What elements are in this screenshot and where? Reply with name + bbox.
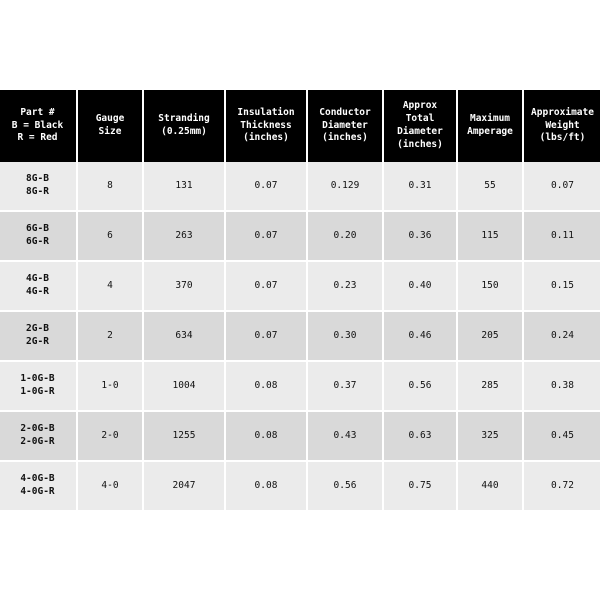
cell-part-number bbox=[0, 461, 77, 510]
part-number-red: 8G-R bbox=[26, 186, 49, 197]
part-number-red: 2G-R bbox=[26, 336, 49, 347]
header-line: Maximum bbox=[469, 113, 511, 125]
cell-approximate-weight: 0.11 bbox=[523, 211, 600, 261]
table-header bbox=[0, 90, 600, 162]
cell-approximate-weight: 0.24 bbox=[523, 311, 600, 361]
cell-approximate-weight: 0.72 bbox=[523, 461, 600, 510]
part-number-red: 6G-R bbox=[26, 236, 49, 247]
table-body bbox=[0, 162, 600, 510]
column-header-conductor-diameter bbox=[307, 90, 383, 162]
cell-stranding: 1004 bbox=[143, 361, 225, 411]
header-line: Part # bbox=[20, 106, 55, 118]
header-line: Approximate bbox=[531, 106, 594, 118]
cell-part-number bbox=[0, 261, 77, 311]
header-line: Stranding bbox=[158, 113, 210, 125]
cell-gauge-size: 2-0 bbox=[77, 411, 143, 461]
header-line: Weight bbox=[545, 119, 580, 131]
part-number-red: 4G-R bbox=[26, 286, 49, 297]
cell-approx-total-diameter: 0.75 bbox=[383, 461, 457, 510]
cell-part-number bbox=[0, 311, 77, 361]
table-row bbox=[0, 261, 600, 311]
cell-part-number bbox=[0, 411, 77, 461]
cell-approx-total-diameter: 0.46 bbox=[383, 311, 457, 361]
cell-approximate-weight: 0.38 bbox=[523, 361, 600, 411]
cell-conductor-diameter: 0.23 bbox=[307, 261, 383, 311]
cell-maximum-amperage: 150 bbox=[457, 261, 523, 311]
cell-part-number bbox=[0, 162, 77, 211]
column-header-approx-total-diameter bbox=[383, 90, 457, 162]
header-line: Size bbox=[98, 126, 122, 137]
cell-insulation-thickness: 0.07 bbox=[225, 162, 307, 211]
header-line: Amperage bbox=[467, 126, 513, 137]
column-header-maximum-amperage bbox=[457, 90, 523, 162]
part-number-black: 4-0G-B bbox=[20, 473, 55, 485]
cell-approximate-weight: 0.07 bbox=[523, 162, 600, 211]
part-number-black: 1-0G-B bbox=[20, 373, 55, 385]
cell-approximate-weight: 0.45 bbox=[523, 411, 600, 461]
cell-maximum-amperage: 115 bbox=[457, 211, 523, 261]
header-row bbox=[0, 90, 600, 162]
cell-approx-total-diameter: 0.31 bbox=[383, 162, 457, 211]
header-line: (inches) bbox=[397, 138, 443, 150]
cell-gauge-size: 4-0 bbox=[77, 461, 143, 510]
cell-insulation-thickness: 0.07 bbox=[225, 261, 307, 311]
cell-conductor-diameter: 0.56 bbox=[307, 461, 383, 510]
cell-part-number bbox=[0, 361, 77, 411]
part-number-black: 4G-B bbox=[26, 273, 49, 285]
cell-stranding: 370 bbox=[143, 261, 225, 311]
header-line: R = Red bbox=[17, 132, 58, 144]
cell-part-number bbox=[0, 211, 77, 261]
part-number-red: 4-0G-R bbox=[20, 486, 55, 497]
header-line: Gauge bbox=[95, 113, 125, 125]
header-line: Thickness bbox=[240, 119, 292, 131]
cell-stranding: 263 bbox=[143, 211, 225, 261]
column-header-gauge-size bbox=[77, 90, 143, 162]
cell-maximum-amperage: 440 bbox=[457, 461, 523, 510]
cell-conductor-diameter: 0.129 bbox=[307, 162, 383, 211]
table-row bbox=[0, 361, 600, 411]
header-line: Diameter bbox=[322, 119, 368, 131]
column-header-part-number bbox=[0, 90, 77, 162]
cell-gauge-size: 8 bbox=[77, 162, 143, 211]
part-number-red: 1-0G-R bbox=[20, 386, 55, 397]
cell-gauge-size: 4 bbox=[77, 261, 143, 311]
header-line: Diameter bbox=[397, 126, 443, 137]
cell-maximum-amperage: 285 bbox=[457, 361, 523, 411]
cell-approximate-weight: 0.15 bbox=[523, 261, 600, 311]
cell-insulation-thickness: 0.07 bbox=[225, 211, 307, 261]
table-row bbox=[0, 311, 600, 361]
cell-gauge-size: 2 bbox=[77, 311, 143, 361]
part-number-red: 2-0G-R bbox=[20, 436, 55, 447]
header-line: B = Black bbox=[11, 119, 64, 131]
cell-stranding: 1255 bbox=[143, 411, 225, 461]
part-number-black: 2-0G-B bbox=[20, 423, 55, 435]
cell-insulation-thickness: 0.08 bbox=[225, 461, 307, 510]
cell-stranding: 634 bbox=[143, 311, 225, 361]
header-line: Insulation bbox=[237, 106, 295, 118]
cell-gauge-size: 1-0 bbox=[77, 361, 143, 411]
cell-approx-total-diameter: 0.56 bbox=[383, 361, 457, 411]
table-row bbox=[0, 211, 600, 261]
header-line: Total bbox=[405, 113, 435, 125]
cell-approx-total-diameter: 0.36 bbox=[383, 211, 457, 261]
header-line: (lbs/ft) bbox=[539, 132, 586, 144]
part-number-black: 2G-B bbox=[26, 323, 49, 335]
table-row bbox=[0, 162, 600, 211]
header-line: Conductor bbox=[319, 106, 371, 118]
header-line: Approx bbox=[402, 100, 438, 112]
cell-maximum-amperage: 325 bbox=[457, 411, 523, 461]
cell-conductor-diameter: 0.43 bbox=[307, 411, 383, 461]
cell-approx-total-diameter: 0.63 bbox=[383, 411, 457, 461]
cell-maximum-amperage: 205 bbox=[457, 311, 523, 361]
column-header-insulation-thickness bbox=[225, 90, 307, 162]
wire-specification-table bbox=[0, 90, 600, 510]
part-number-black: 6G-B bbox=[26, 223, 49, 235]
part-number-black: 8G-B bbox=[26, 173, 49, 185]
cell-approx-total-diameter: 0.40 bbox=[383, 261, 457, 311]
table-row bbox=[0, 461, 600, 510]
cell-insulation-thickness: 0.07 bbox=[225, 311, 307, 361]
cell-insulation-thickness: 0.08 bbox=[225, 411, 307, 461]
cell-conductor-diameter: 0.20 bbox=[307, 211, 383, 261]
table-row bbox=[0, 411, 600, 461]
header-line: (inches) bbox=[243, 132, 289, 144]
cell-insulation-thickness: 0.08 bbox=[225, 361, 307, 411]
column-header-approximate-weight bbox=[523, 90, 600, 162]
header-line: (0.25mm) bbox=[161, 126, 207, 137]
cell-gauge-size: 6 bbox=[77, 211, 143, 261]
column-header-stranding bbox=[143, 90, 225, 162]
cell-stranding: 131 bbox=[143, 162, 225, 211]
cell-conductor-diameter: 0.37 bbox=[307, 361, 383, 411]
header-line: (inches) bbox=[322, 132, 368, 144]
cell-maximum-amperage: 55 bbox=[457, 162, 523, 211]
cell-conductor-diameter: 0.30 bbox=[307, 311, 383, 361]
cell-stranding: 2047 bbox=[143, 461, 225, 510]
